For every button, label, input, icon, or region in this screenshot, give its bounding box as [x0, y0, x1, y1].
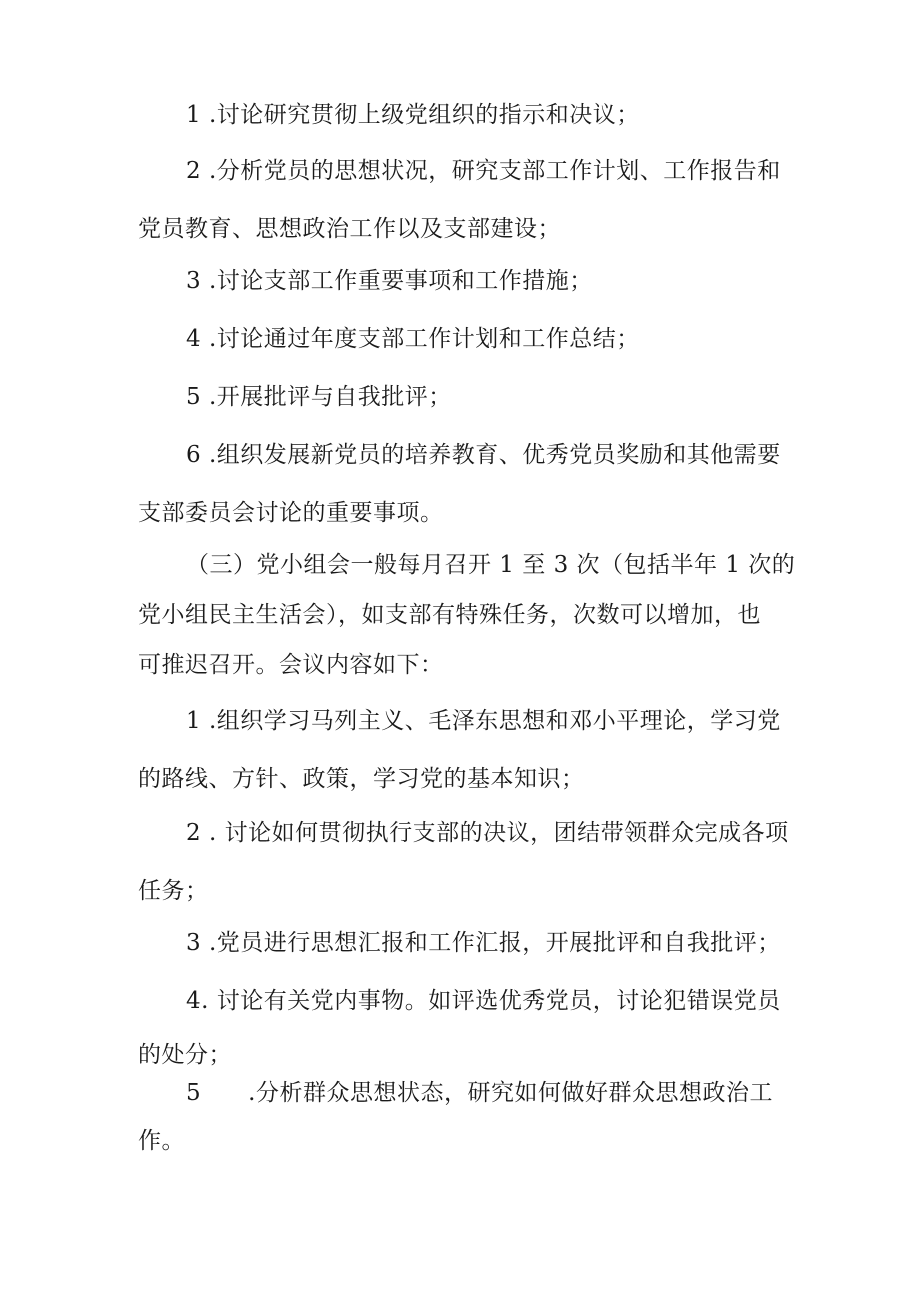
paragraph-item-5: [138, 368, 788, 426]
paragraph-line: 的处分；: [138, 1042, 232, 1068]
paragraph-item-6: [138, 426, 788, 542]
paragraph-item-2b: [138, 804, 788, 920]
paragraph-line: 作。: [138, 1128, 185, 1154]
paragraph-line: 6 .组织发展新党员的培养教育、优秀党员奖励和其他需要: [186, 442, 781, 468]
paragraph-item-3: [138, 252, 788, 310]
paragraph-item-3b: [138, 914, 788, 972]
paragraph-line: 1 .讨论研究贯彻上级党组织的指示和决议；: [186, 102, 640, 128]
paragraph-line: 3 .讨论支部工作重要事项和工作措施；: [186, 268, 593, 294]
paragraph-line: 任务；: [138, 878, 209, 904]
paragraph-item-1b: [138, 692, 788, 808]
paragraph-item-1: [138, 86, 788, 144]
paragraph-line: （三）党小组会一般每月召开 1 至 3 次（包括半年 1 次的: [186, 552, 796, 578]
paragraph-line: 4 .讨论通过年度支部工作计划和工作总结；: [186, 326, 640, 352]
paragraph-line: 5 .开展批评与自我批评；: [186, 384, 452, 410]
paragraph-item-5b: [138, 1064, 788, 1170]
paragraph-line: 3 .党员进行思想汇报和工作汇报，开展批评和自我批评；: [186, 930, 781, 956]
section-paragraph-3: [138, 536, 796, 694]
paragraph-line: 支部委员会讨论的重要事项。: [138, 500, 444, 526]
paragraph-line: 党小组民主生活会），如支部有特殊任务，次数可以增加，也: [138, 602, 761, 628]
paragraph-line: 5 .分析群众思想状态，研究如何做好群众思想政治工: [186, 1080, 773, 1106]
paragraph-line: 2 . 讨论如何贯彻执行支部的决议，团结带领群众完成各项: [186, 820, 789, 846]
paragraph-line: 党员教育、思想政治工作以及支部建设；: [138, 216, 561, 242]
paragraph-item-2: [138, 142, 788, 258]
paragraph-line: 2 .分析党员的思想状况，研究支部工作计划、工作报告和: [186, 158, 781, 184]
paragraph-line: 可推迟召开。会议内容如下：: [138, 652, 444, 678]
paragraph-item-4: [138, 310, 788, 368]
paragraph-line: 的路线、方针、政策，学习党的基本知识；: [138, 766, 585, 792]
paragraph-line: 4. 讨论有关党内事物。如评选优秀党员，讨论犯错误党员: [186, 988, 781, 1014]
paragraph-line: 1 .组织学习马列主义、毛泽东思想和邓小平理论，学习党: [186, 708, 781, 734]
